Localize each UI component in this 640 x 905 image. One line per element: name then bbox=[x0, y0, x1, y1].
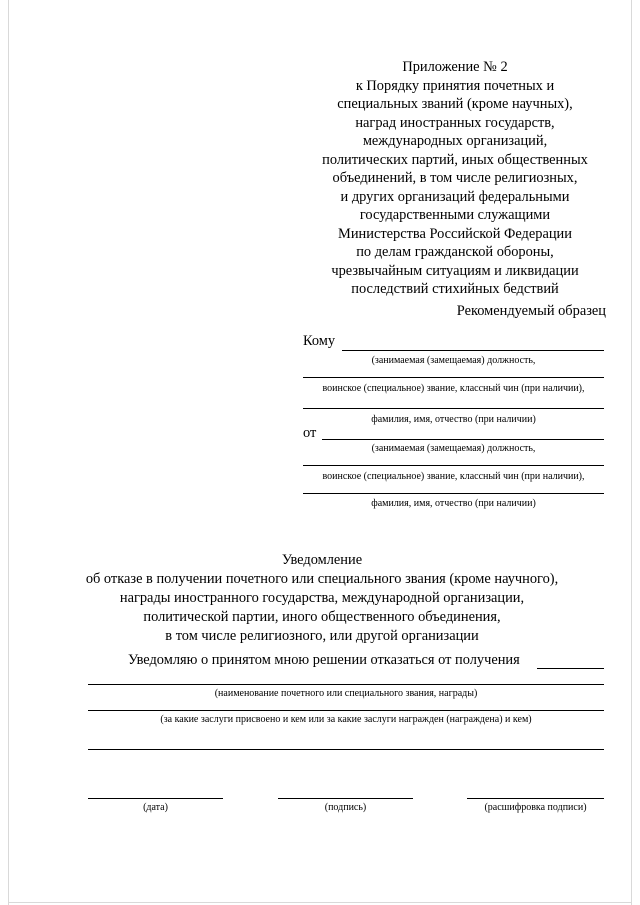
date-line[interactable] bbox=[88, 798, 223, 799]
page-border-bottom bbox=[8, 902, 632, 903]
declaration-field-line[interactable] bbox=[537, 668, 604, 669]
appendix-line: Министерства Российской Федерации bbox=[338, 225, 572, 242]
appendix-line: объединений, в том числе религиозных, bbox=[332, 170, 578, 186]
appendix-line: государственными служащими bbox=[359, 207, 551, 223]
appendix-line: к Порядку принятия почетных и bbox=[355, 77, 555, 94]
date-caption: (дата) bbox=[143, 802, 168, 813]
notice-subtitle-line: в том числе религиозного, или другой организации bbox=[165, 628, 479, 644]
appendix-line: наград иностранных государств, bbox=[355, 114, 555, 131]
from-caption-position: (занимаемая (замещаемая) должность, bbox=[371, 443, 536, 454]
appendix-line: специальных званий (кроме научных), bbox=[337, 96, 573, 112]
appendix-line: и других организаций федеральными bbox=[340, 188, 570, 205]
from-caption-rank: воинское (специальное) звание, классный чин (при наличии), bbox=[322, 471, 585, 482]
to-caption-position: (занимаемая (замещаемая) должность, bbox=[371, 355, 536, 366]
to-caption-fullname: фамилия, имя, отчество (при наличии) bbox=[371, 414, 536, 425]
appendix-header bbox=[300, 58, 610, 299]
signature-line[interactable] bbox=[278, 798, 413, 799]
decoding-caption: (расшифровка подписи) bbox=[484, 802, 587, 813]
to-field-line-2[interactable] bbox=[303, 377, 604, 378]
appendix-line: по делам гражданской обороны, bbox=[356, 244, 554, 260]
notice-subtitle-line: награды иностранного государства, международной организации, bbox=[119, 590, 525, 606]
award-name-line[interactable] bbox=[88, 684, 604, 685]
appendix-line: последствий стихийных бедствий bbox=[351, 281, 559, 297]
signature-caption: (подпись) bbox=[324, 802, 367, 813]
extra-line[interactable] bbox=[88, 749, 604, 750]
notice-heading: Уведомление bbox=[281, 552, 363, 568]
merits-caption: (за какие заслуги присвоено и кем или за какие заслуги награжден (награждена) и кем) bbox=[160, 714, 532, 725]
appendix-line: чрезвычайным ситуациям и ликвидации bbox=[331, 262, 579, 279]
merits-line[interactable] bbox=[88, 710, 604, 711]
to-field-line-1[interactable] bbox=[342, 350, 604, 351]
from-caption-fullname: фамилия, имя, отчество (при наличии) bbox=[371, 498, 536, 509]
notice-subtitle-line: политической партии, иного общественного объединения, bbox=[143, 609, 501, 625]
from-field-line-1[interactable] bbox=[322, 439, 604, 440]
appendix-title: Приложение № 2 bbox=[402, 59, 508, 75]
appendix-line: политических партий, иных общественных bbox=[322, 151, 588, 168]
recommended-sample-label: Рекомендуемый образец bbox=[456, 303, 606, 319]
award-name-caption: (наименование почетного или специального звания, награды) bbox=[214, 688, 478, 699]
page-border-right bbox=[631, 0, 632, 905]
declaration-text: Уведомляю о принятом мною решении отказаться от получения bbox=[128, 652, 520, 668]
appendix-line: международных организаций, bbox=[362, 133, 548, 149]
decoding-line[interactable] bbox=[467, 798, 604, 799]
to-label: Кому bbox=[303, 333, 336, 349]
from-label: от bbox=[303, 425, 317, 441]
page-border-left bbox=[8, 0, 9, 905]
to-caption-rank: воинское (специальное) звание, классный чин (при наличии), bbox=[322, 383, 585, 394]
from-field-line-2[interactable] bbox=[303, 465, 604, 466]
notice-subtitle-line: об отказе в получении почетного или специального звания (кроме научного), bbox=[85, 571, 559, 587]
from-field-line-3[interactable] bbox=[303, 493, 604, 494]
notice-title bbox=[60, 551, 584, 646]
to-field-line-3[interactable] bbox=[303, 408, 604, 409]
